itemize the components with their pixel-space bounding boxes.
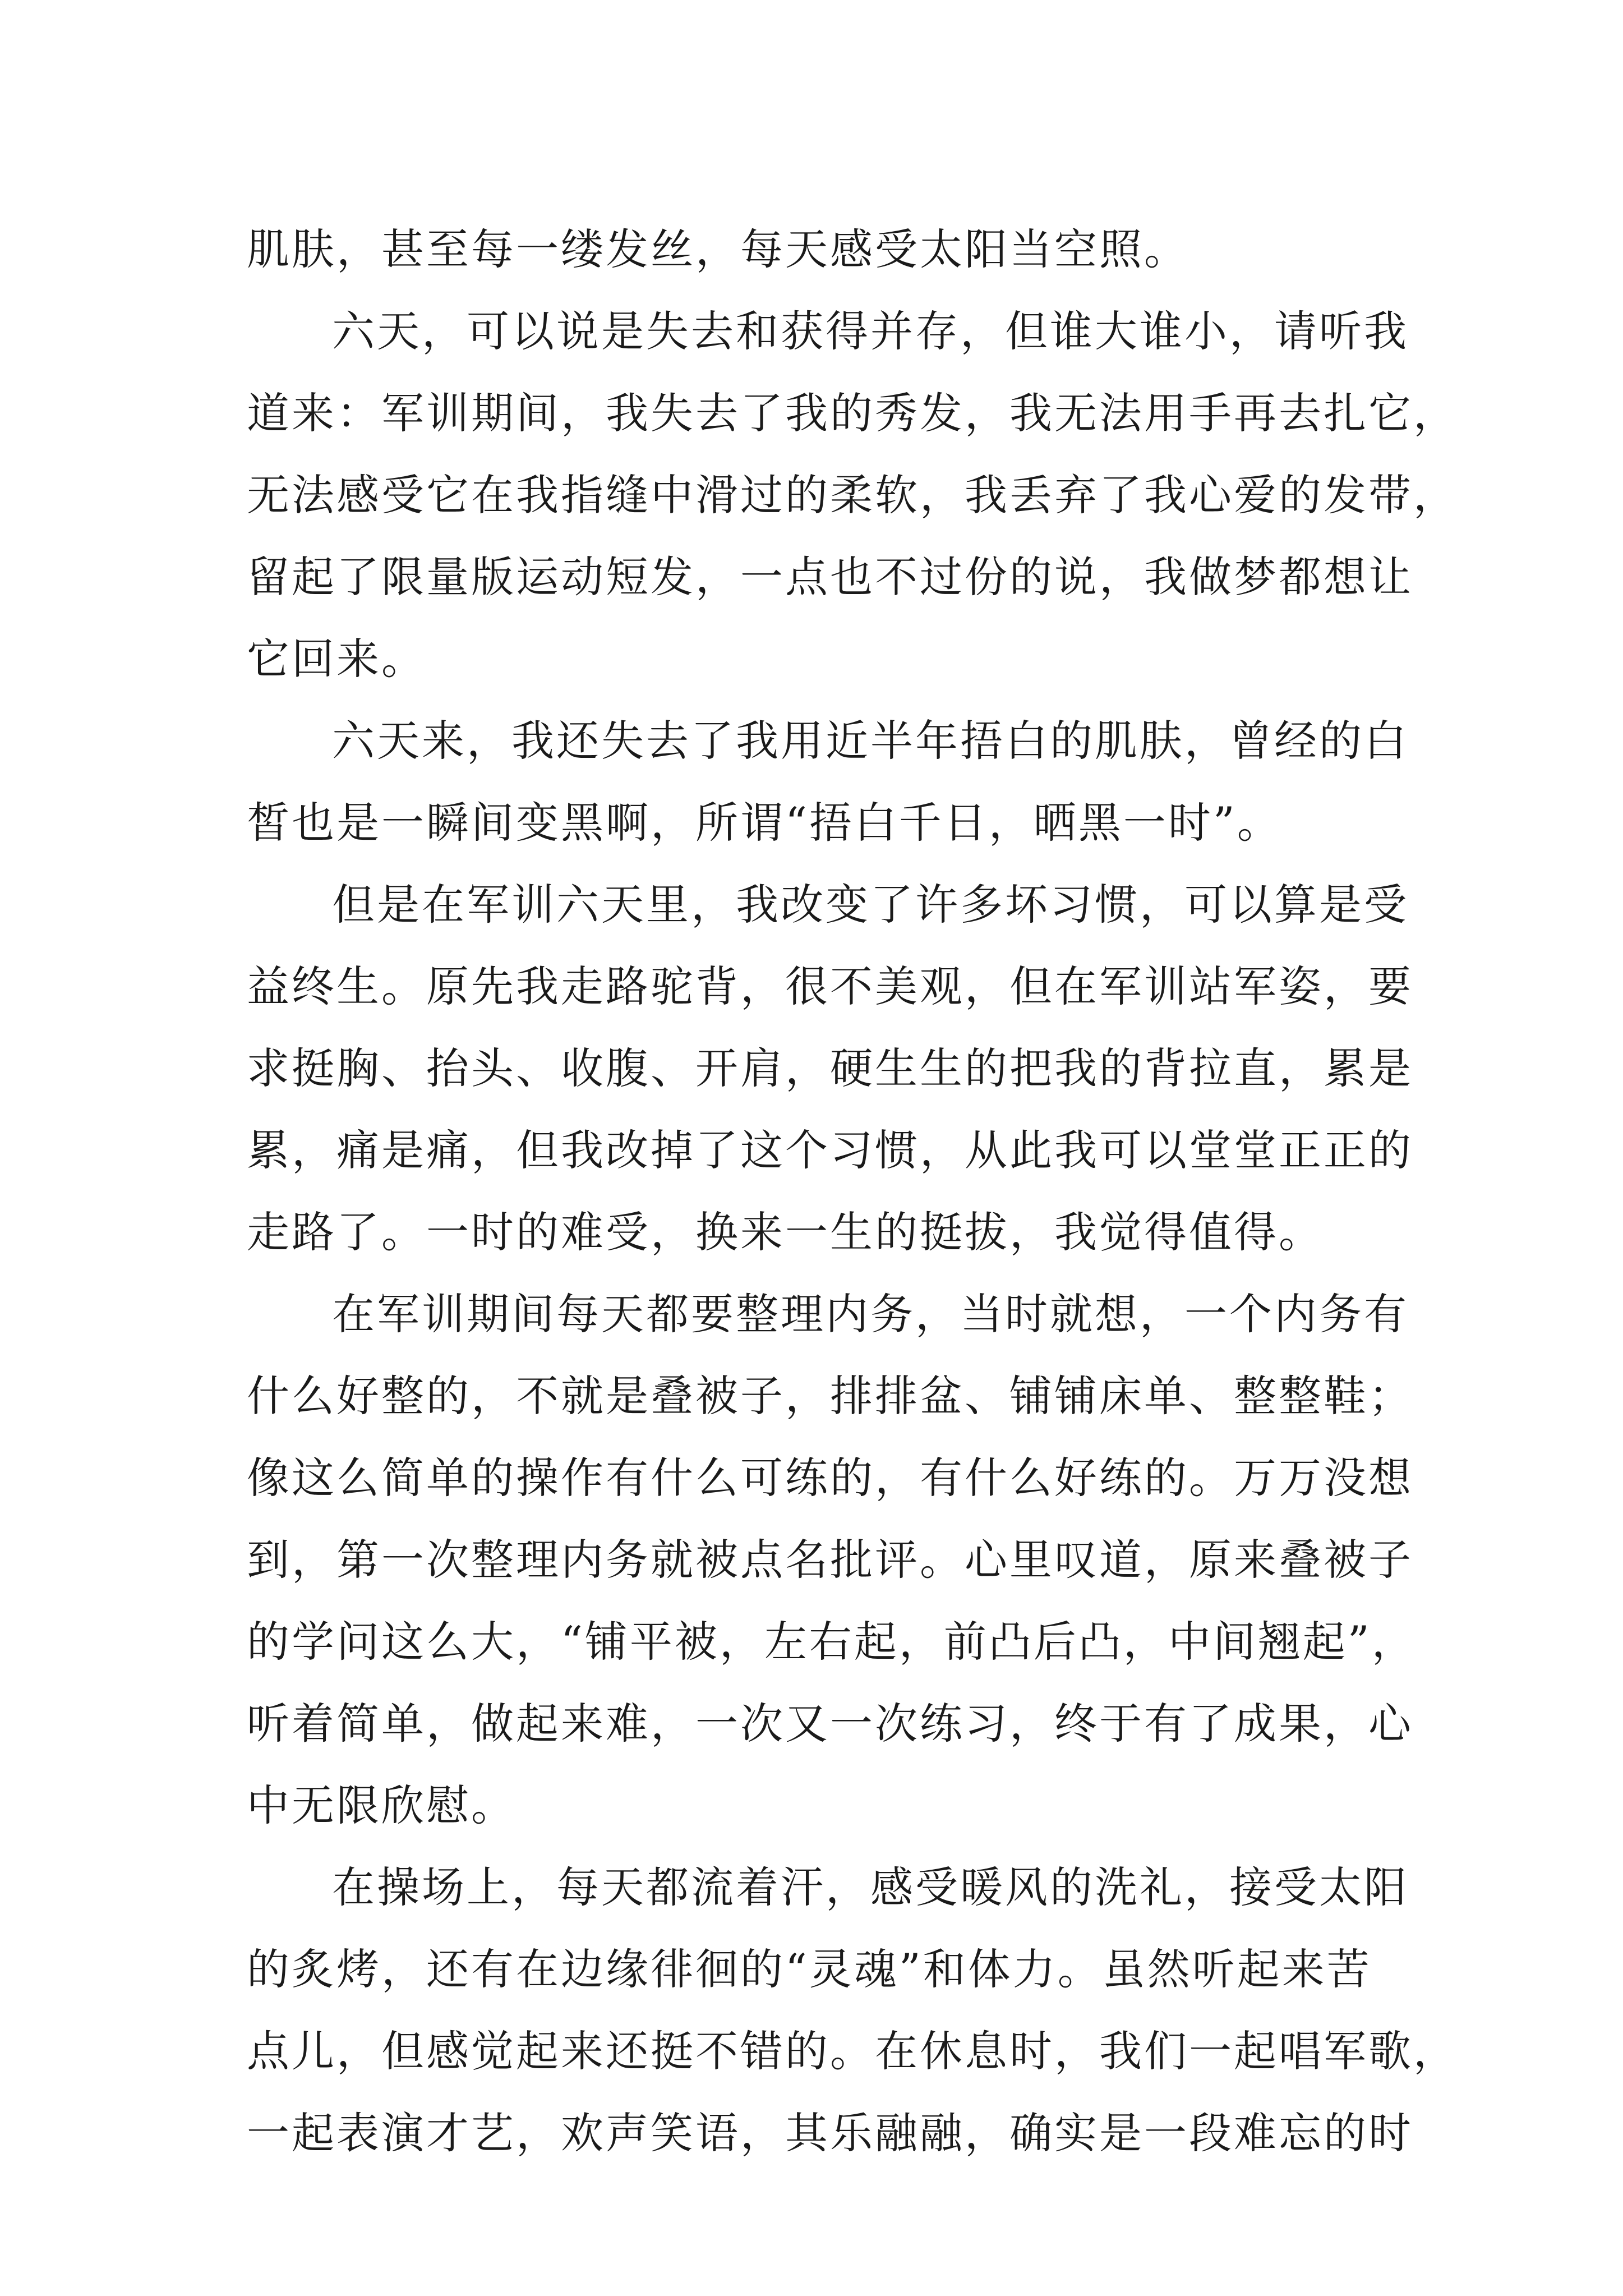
text-line: 肌肤，甚至每一缕发丝，每天感受太阳当空照。	[247, 224, 1189, 274]
text-line: 无法感受它在我指缝中滑过的柔软，我丢弃了我心爱的发带，	[247, 470, 1458, 520]
text-line: 皙也是一瞬间变黑啊，所谓“捂白千日，晒黑一时”。	[247, 798, 1282, 848]
paragraph-first-line: 六天来，我还失去了我用近半年捂白的肌肤，曾经的白	[332, 716, 1409, 766]
text-line: 累，痛是痛，但我改掉了这个习惯，从此我可以堂堂正正的	[247, 1125, 1413, 1175]
text-line: 益终生。原先我走路驼背，很不美观，但在军训站军姿，要	[247, 961, 1413, 1011]
body-text	[247, 209, 1458, 2174]
text-line: 求挺胸、抬头、收腹、开肩，硬生生的把我的背拉直，累是	[247, 1043, 1413, 1093]
text-line: 走路了。一时的难受，换来一生的挺拔，我觉得值得。	[247, 1207, 1324, 1257]
text-line: 听着简单，做起来难，一次又一次练习，终于有了成果，心	[247, 1699, 1413, 1749]
text-line: 留起了限量版运动短发，一点也不过份的说，我做梦都想让	[247, 552, 1413, 602]
text-line: 它回来。	[247, 634, 426, 684]
text-line: 一起表演才艺，欢声笑语，其乐融融，确实是一段难忘的时	[247, 2108, 1413, 2158]
text-line: 点儿，但感觉起来还挺不错的。在休息时，我们一起唱军歌，	[247, 2026, 1458, 2076]
paragraph-first-line: 但是在军训六天里，我改变了许多坏习惯，可以算是受	[332, 880, 1409, 930]
text-line: 中无限欣慰。	[247, 1780, 516, 1830]
text-line: 到，第一次整理内务就被点名批评。心里叹道，原来叠被子	[247, 1535, 1413, 1585]
text-line: 的炙烤，还有在边缘徘徊的“灵魂”和体力。虽然听起来苦	[247, 1944, 1372, 1994]
paragraph-first-line: 六天，可以说是失去和获得并存，但谁大谁小，请听我	[332, 306, 1409, 356]
text-line: 像这么简单的操作有什么可练的，有什么好练的。万万没想	[247, 1453, 1413, 1503]
text-line: 什么好整的，不就是叠被子，排排盆、铺铺床单、整整鞋；	[247, 1371, 1413, 1421]
paragraph-first-line: 在操场上，每天都流着汗，感受暖风的洗礼，接受太阳	[332, 1862, 1409, 1912]
text-line: 道来：军训期间，我失去了我的秀发，我无法用手再去扎它，	[247, 388, 1458, 438]
paragraph-first-line: 在军训期间每天都要整理内务，当时就想，一个内务有	[332, 1289, 1409, 1339]
text-line: 的学问这么大，“铺平被，左右起，前凸后凸，中间翘起”，	[247, 1617, 1417, 1667]
